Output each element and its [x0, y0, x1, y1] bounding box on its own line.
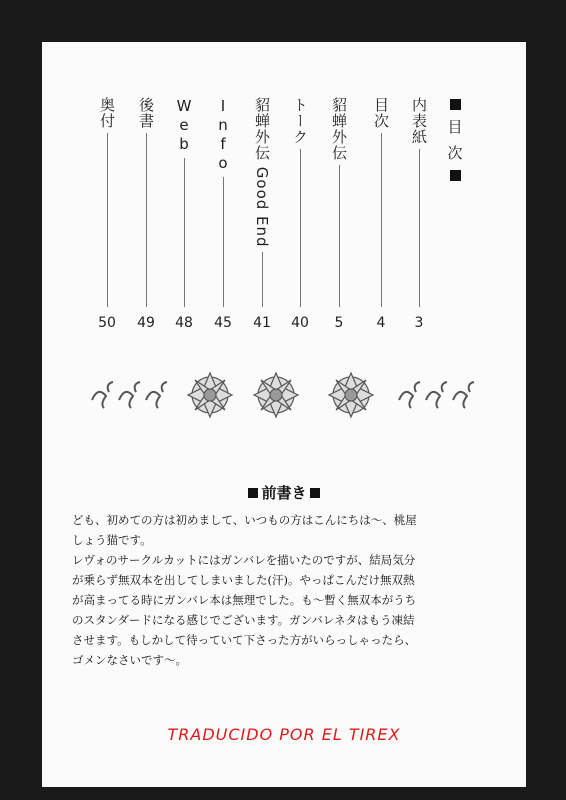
preface-line: が乗らず無双本を出してしまいました(汗)。やっぱこんだけ無双熱 [72, 573, 415, 587]
toc-entry-title: 奥付 [98, 97, 116, 129]
toc-leader-line [381, 133, 382, 307]
translator-credit: TRADUCIDO POR EL TIREX [167, 725, 401, 744]
toc-entry-page: 5 [334, 315, 344, 331]
toc-leader-line [184, 158, 185, 307]
toc-entry [328, 97, 350, 307]
toc-leader-line [223, 177, 224, 307]
document-page [42, 42, 526, 787]
toc-entry-title: Web [175, 97, 193, 154]
preface-line: ゴメンなさいです〜。 [72, 653, 187, 667]
preface-body [72, 510, 497, 670]
toc-entry [135, 97, 157, 307]
toc-entry-page: 4 [376, 315, 386, 331]
toc-entry-title: 後書 [137, 97, 155, 129]
preface-line: ども、初めての方は初めまして、いつもの方はこんにちは〜、桃屋 [72, 513, 417, 527]
toc-entry [251, 97, 273, 307]
square-bullet-icon [450, 99, 461, 110]
preface-line: させます。もしかして待っていて下さった方がいらっしゃったら、 [72, 633, 417, 647]
toc-entry-title: Info [214, 97, 232, 173]
toc-entry-title: 内表紙 [410, 97, 428, 145]
toc-entry-title: 貂蝉外伝 Good End [253, 97, 271, 248]
toc-entry-title: 貂蝉外伝 [330, 97, 348, 161]
toc-entry [212, 97, 234, 307]
flower-ornament [254, 373, 298, 417]
toc-entry-page: 48 [175, 315, 193, 331]
toc-entry [408, 97, 430, 307]
toc-entry-title: トーク [291, 97, 309, 145]
flower-ornament [329, 373, 373, 417]
preface-line: のスタンダードになる感じでございます。ガンバレネタはもう凍結 [72, 613, 415, 627]
scroll-ornament-right [399, 382, 474, 408]
toc-leader-line [419, 149, 420, 307]
toc-entry [173, 97, 195, 307]
toc-leader-line [146, 133, 147, 307]
toc-heading-text [447, 114, 462, 166]
toc-entry-page: 50 [98, 315, 116, 331]
preface-line: しょう猫です。 [72, 533, 152, 547]
toc-entry-page: 3 [414, 315, 424, 331]
toc-entry [289, 97, 311, 307]
preface-heading [42, 482, 526, 503]
toc-entry [370, 97, 392, 307]
preface-line: が高まってる時にガンバレ本は無理でした。も〜暫く無双本がうち [72, 593, 417, 607]
toc-entry-page: 40 [291, 315, 309, 331]
toc-entry [96, 97, 118, 307]
toc-leader-line [262, 252, 263, 307]
scroll-ornament-left [92, 382, 167, 408]
preface-line: レヴォのサークルカットにはガンバレを描いたのですが、結局気分 [72, 553, 416, 567]
toc-leader-line [300, 149, 301, 307]
toc-entry-page: 49 [137, 315, 155, 331]
ornament-row [87, 370, 487, 420]
toc-heading-char: 目 [447, 118, 463, 136]
toc-heading-char: 次 [447, 144, 463, 162]
square-bullet-icon [248, 488, 258, 498]
toc-leader-line [107, 133, 108, 307]
toc-entry-page: 41 [253, 315, 271, 331]
toc-entry-page: 45 [214, 315, 232, 331]
preface-heading-text: 前書き [261, 484, 307, 502]
flower-ornament [188, 373, 232, 417]
toc-heading [444, 95, 466, 185]
square-bullet-icon [450, 170, 461, 181]
toc-entry-title: 目次 [372, 97, 390, 129]
toc-leader-line [339, 165, 340, 307]
square-bullet-icon [310, 488, 320, 498]
